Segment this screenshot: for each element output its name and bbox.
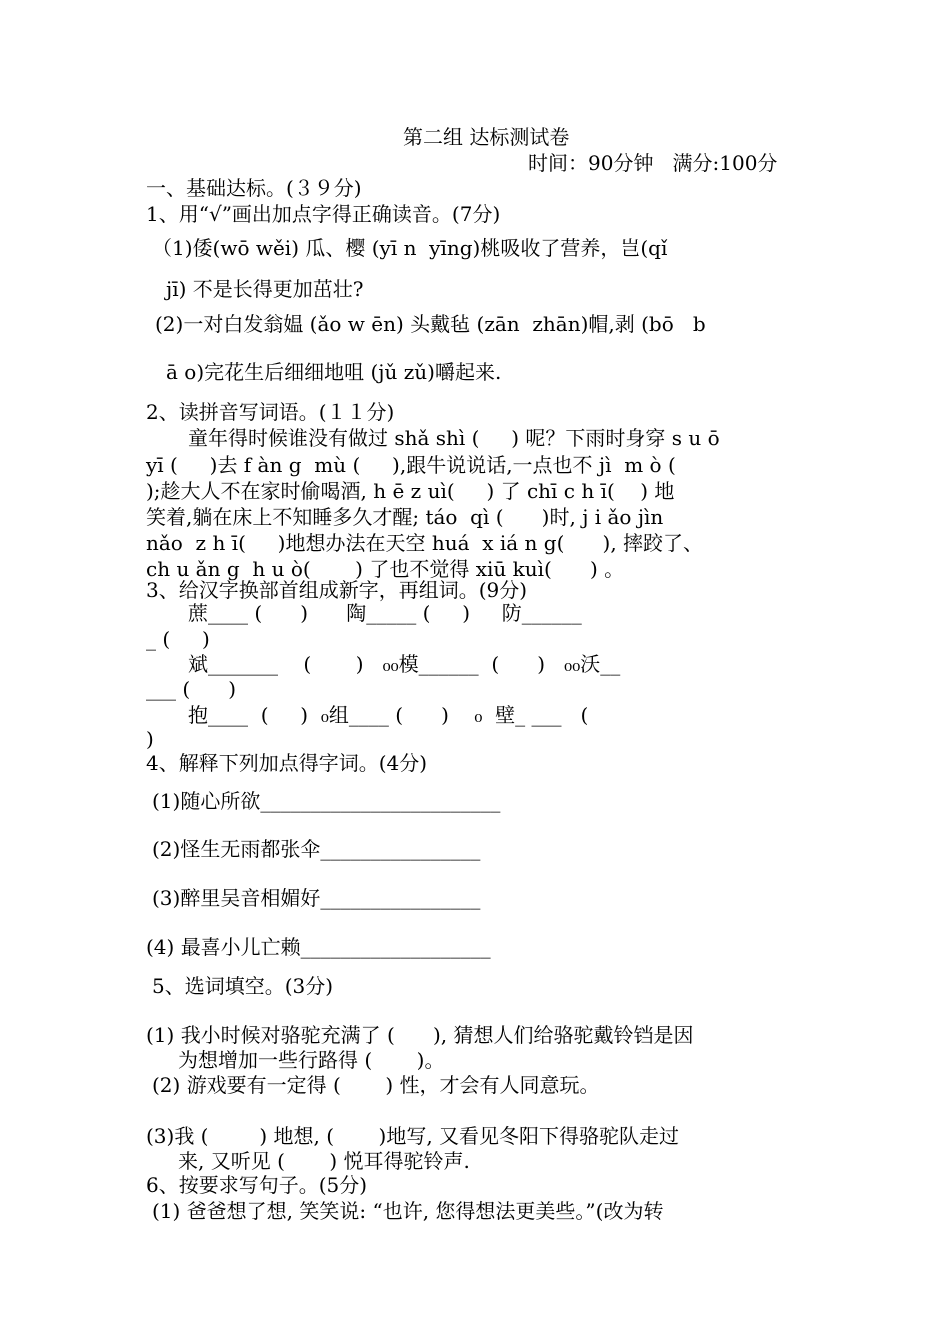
text-line: (2)一对白发翁媪 (ǎo w ēn) 头戴毡 (zān zhān)帽,剥 (bō b [155,312,706,336]
text-line: (3)我 ( ) 地想, ( )地写, 又看见冬阳下得骆驼队走过 [146,1124,680,1148]
text-line: 童年得时候谁没有做过 shǎ shì ( ) 呢？下雨时身穿 s u ō [188,426,720,450]
text-line: nǎo z h ī( )地想办法在天空 huá x iá n g( ), 摔跤了、 [146,531,704,555]
text-line: (3)醉里吴音相媚好________________ [152,886,481,910]
question-heading: 4、解释下列加点得字词。(4分) [146,751,428,775]
text-line: ch u ǎn g h u ò( ) 了也不觉得 xiū kuì( ) 。 [146,557,625,581]
text-line: _ ( ) [146,627,210,651]
section-heading: 一、基础达标。(３９分) [146,176,362,200]
question-heading: 6、按要求写句子。(5分) [146,1173,368,1197]
text-line: 蔗____ ( ) 陶_____ ( ) 防______ [188,601,582,625]
time-score-line: 时间：90分钟 满分:100分 [528,151,778,175]
question-heading: 3、给汉字换部首组成新字，再组词。(9分) [146,578,528,602]
text-line: (1)随心所欲________________________ [152,789,501,813]
text-line: (1) 我小时候对骆驼充满了 ( ), 猜想人们给骆驼戴铃铛是因 [146,1023,694,1047]
text-line: jī) 不是长得更加茁壮? [166,277,364,301]
text-line: 斌_______ ( ) ₀₀模______ ( ) ₀₀沃__ [188,652,621,676]
text-line: (1) 爸爸想了想, 笑笑说: “也许, 您得想法更美些。”(改为转 [152,1199,664,1223]
text-line: (2)怪生无雨都张伞________________ [152,837,481,861]
text-line: ā o)完花生后细细地咀 (jǔ zǔ)嚼起来. [166,360,502,384]
text-line: (4) 最喜小儿亡赖___________________ [146,935,491,959]
text-line: ___ ( ) [146,677,237,701]
text-line: 为想增加一些行路得 ( )。 [178,1048,445,1072]
page-title: 第二组 达标测试卷 [403,125,570,149]
text-line: ) [146,727,154,751]
text-line: 来, 又听见 ( ) 悦耳得驼铃声. [178,1149,470,1173]
question-heading: 5、选词填空。(3分) [152,974,334,998]
text-line: (2) 游戏要有一定得 ( ) 性，才会有人同意玩。 [152,1073,600,1097]
text-line: （1)倭(wō wěi) 瓜、樱 (yī n yīng)桃吸收了营养，岂(qǐ [152,236,668,260]
text-line: );趁大人不在家时偷喝酒, h ē z uì( ) 了 chī c h ī( ) 地 [146,479,675,503]
question-heading: 1、用“√”画出加点字得正确读音。(7分) [146,202,501,226]
text-line: 笑着,躺在床上不知睡多久才醒; táo qì ( )时, j i ǎo jìn [146,505,664,529]
text-line: yī ( )去 f àn g mù ( ),跟牛说说话,一点也不 jì m ò ( [146,453,676,477]
text-line: 抱____ ( ) ₀组____ ( ) ₀ 壁_ ___ ( [188,703,589,727]
question-heading: 2、读拼音写词语。(１１分) [146,400,395,424]
